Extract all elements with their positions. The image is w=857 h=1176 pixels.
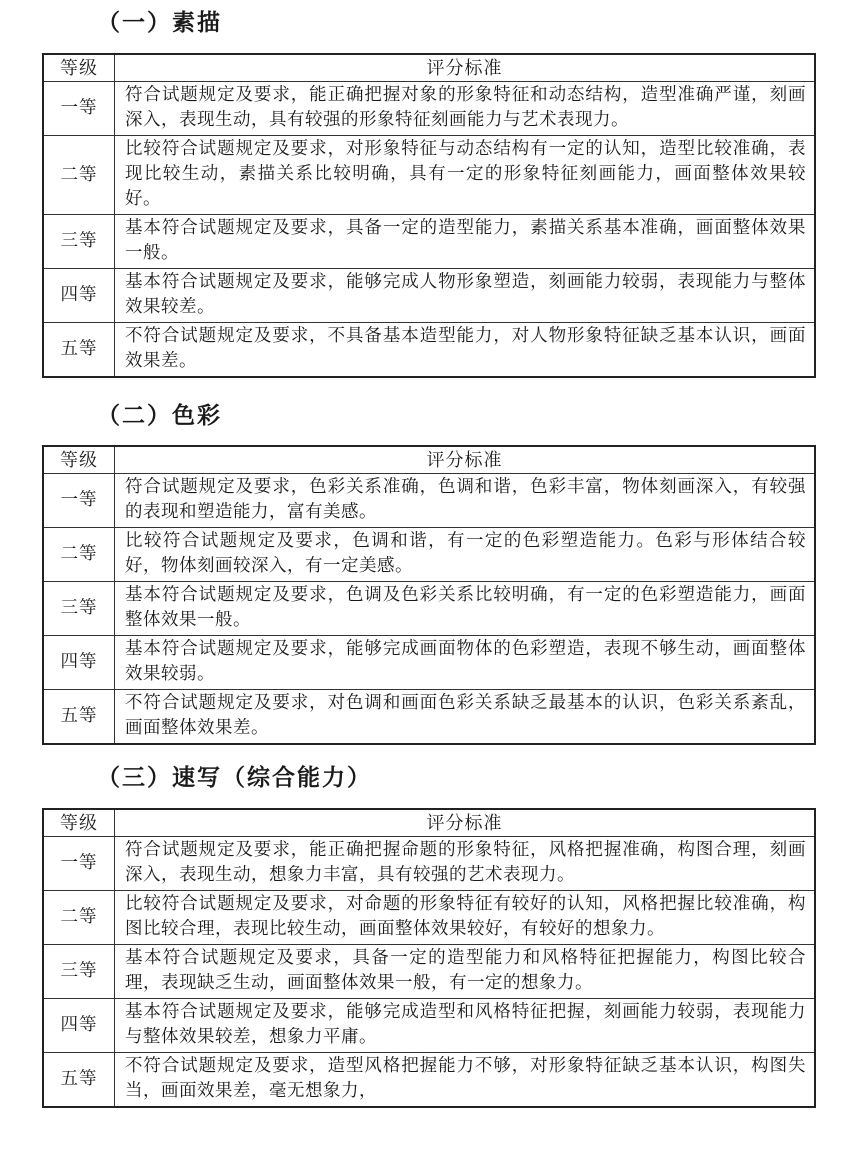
header-criteria: 评分标准 bbox=[115, 446, 816, 474]
criteria-cell: 比较符合试题规定及要求，对命题的形象特征有较好的认知，风格把握比较准确，构图比较合理，表现比较生动，画面整体效果较好，有较好的想象力。 bbox=[115, 891, 816, 945]
level-cell: 三等 bbox=[43, 582, 115, 636]
level-cell: 五等 bbox=[43, 323, 115, 378]
criteria-cell: 基本符合试题规定及要求，能够完成造型和风格特征把握，刻画能力较弱，表现能力与整体效果较差，想象力平庸。 bbox=[115, 999, 816, 1053]
table-header-row bbox=[43, 809, 815, 837]
level-cell: 一等 bbox=[43, 474, 115, 528]
table-row bbox=[43, 136, 815, 215]
level-cell: 一等 bbox=[43, 82, 115, 136]
table-row bbox=[43, 837, 815, 891]
table-row bbox=[43, 474, 815, 528]
criteria-cell: 基本符合试题规定及要求，色调及色彩关系比较明确，有一定的色彩塑造能力，画面整体效果一般。 bbox=[115, 582, 816, 636]
section-title-quick-sketch: （三）速写（综合能力） bbox=[97, 765, 372, 791]
table-row bbox=[43, 582, 815, 636]
section-title-color: （二）色彩 bbox=[97, 403, 222, 429]
level-cell: 三等 bbox=[43, 215, 115, 269]
table-row bbox=[43, 269, 815, 323]
table-row bbox=[43, 891, 815, 945]
criteria-cell: 符合试题规定及要求，色彩关系准确，色调和谐，色彩丰富，物体刻画深入，有较强的表现和塑造能力，富有美感。 bbox=[115, 474, 816, 528]
table-row bbox=[43, 323, 815, 378]
table-row bbox=[43, 528, 815, 582]
table-header-row bbox=[43, 54, 815, 82]
criteria-cell: 不符合试题规定及要求，造型风格把握能力不够，对形象特征缺乏基本认识，构图失当，画面效果差，毫无想象力， bbox=[115, 1053, 816, 1108]
criteria-cell: 符合试题规定及要求，能正确把握对象的形象特征和动态结构，造型准确严谨，刻画深入，表现生动，具有较强的形象特征刻画能力与艺术表现力。 bbox=[115, 82, 816, 136]
table-row bbox=[43, 636, 815, 690]
table-row bbox=[43, 945, 815, 999]
table-row bbox=[43, 690, 815, 745]
level-cell: 二等 bbox=[43, 528, 115, 582]
header-criteria: 评分标准 bbox=[115, 54, 816, 82]
table-row bbox=[43, 82, 815, 136]
table-row bbox=[43, 999, 815, 1053]
level-cell: 一等 bbox=[43, 837, 115, 891]
criteria-cell: 比较符合试题规定及要求，色调和谐，有一定的色彩塑造能力。色彩与形体结合较好，物体刻画较深入，有一定美感。 bbox=[115, 528, 816, 582]
section-title-sketch: （一）素描 bbox=[97, 10, 222, 36]
header-criteria: 评分标准 bbox=[115, 809, 816, 837]
criteria-cell: 基本符合试题规定及要求，能够完成画面物体的色彩塑造，表现不够生动，画面整体效果较弱。 bbox=[115, 636, 816, 690]
grading-table-color bbox=[42, 445, 816, 745]
level-cell: 三等 bbox=[43, 945, 115, 999]
criteria-cell: 基本符合试题规定及要求，具备一定的造型能力，素描关系基本准确，画面整体效果一般。 bbox=[115, 215, 816, 269]
header-level: 等级 bbox=[43, 54, 115, 82]
criteria-cell: 不符合试题规定及要求，不具备基本造型能力，对人物形象特征缺乏基本认识，画面效果差。 bbox=[115, 323, 816, 378]
criteria-cell: 基本符合试题规定及要求，能够完成人物形象塑造，刻画能力较弱，表现能力与整体效果较差。 bbox=[115, 269, 816, 323]
level-cell: 二等 bbox=[43, 136, 115, 215]
level-cell: 五等 bbox=[43, 1053, 115, 1108]
criteria-cell: 不符合试题规定及要求，对色调和画面色彩关系缺乏最基本的认识，色彩关系紊乱，画面整体效果差。 bbox=[115, 690, 816, 745]
criteria-cell: 比较符合试题规定及要求，对形象特征与动态结构有一定的认知，造型比较准确，表现比较生动，素描关系比较明确，具有一定的形象特征刻画能力，画面整体效果较好。 bbox=[115, 136, 816, 215]
level-cell: 四等 bbox=[43, 636, 115, 690]
grading-table-quick-sketch bbox=[42, 808, 816, 1108]
criteria-cell: 符合试题规定及要求，能正确把握命题的形象特征，风格把握准确，构图合理，刻画深入，表现生动，想象力丰富，具有较强的艺术表现力。 bbox=[115, 837, 816, 891]
header-level: 等级 bbox=[43, 446, 115, 474]
criteria-cell: 基本符合试题规定及要求，具备一定的造型能力和风格特征把握能力，构图比较合理，表现缺乏生动，画面整体效果一般，有一定的想象力。 bbox=[115, 945, 816, 999]
level-cell: 四等 bbox=[43, 269, 115, 323]
table-header-row bbox=[43, 446, 815, 474]
grading-table-sketch bbox=[42, 53, 816, 378]
table-row bbox=[43, 215, 815, 269]
level-cell: 二等 bbox=[43, 891, 115, 945]
level-cell: 五等 bbox=[43, 690, 115, 745]
table-row bbox=[43, 1053, 815, 1108]
level-cell: 四等 bbox=[43, 999, 115, 1053]
header-level: 等级 bbox=[43, 809, 115, 837]
